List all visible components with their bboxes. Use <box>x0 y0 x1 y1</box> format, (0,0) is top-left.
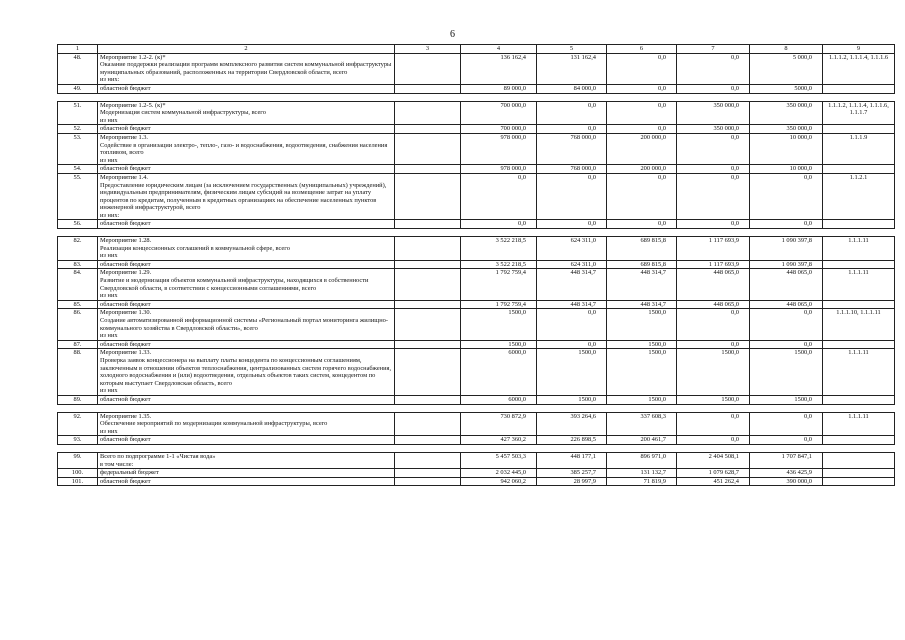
year-value: 0,0 <box>750 173 823 220</box>
description: областной бюджет <box>98 340 395 349</box>
year-value: 448 065,0 <box>750 269 823 300</box>
table-row <box>58 477 895 486</box>
column-3-cell <box>395 300 461 309</box>
total-value: 3 522 218,5 <box>461 260 537 269</box>
column-3-cell <box>395 309 461 340</box>
target-indicator <box>823 477 895 486</box>
year-value: 350 000,0 <box>677 101 750 125</box>
year-value: 1 117 693,9 <box>677 237 750 261</box>
total-value: 1500,0 <box>461 309 537 340</box>
gap-cell <box>677 93 750 101</box>
target-indicator: 1.1.1.9 <box>823 133 895 164</box>
column-header: 7 <box>677 45 750 54</box>
target-indicator: 1.1.1.11 <box>823 269 895 300</box>
target-indicator: 1.1.1.10, 1.1.1.11 <box>823 309 895 340</box>
year-value: 0,0 <box>677 436 750 445</box>
column-3-cell <box>395 220 461 229</box>
column-3-cell <box>395 469 461 478</box>
table-gap-row <box>58 93 895 101</box>
year-value: 0,0 <box>677 412 750 436</box>
total-value: 427 360,2 <box>461 436 537 445</box>
year-value: 1500,0 <box>607 309 677 340</box>
gap-cell <box>461 93 537 101</box>
year-value: 448 065,0 <box>750 300 823 309</box>
year-value: 200 000,0 <box>607 165 677 174</box>
table-row <box>58 395 895 404</box>
table-row <box>58 260 895 269</box>
year-value: 0,0 <box>750 436 823 445</box>
year-value: 200 000,0 <box>607 133 677 164</box>
total-value: 0,0 <box>461 173 537 220</box>
gap-cell <box>98 93 395 101</box>
table-gap-row <box>58 444 895 452</box>
year-value: 768 000,0 <box>537 133 607 164</box>
gap-cell <box>823 444 895 452</box>
year-value: 200 461,7 <box>607 436 677 445</box>
description: областной бюджет <box>98 260 395 269</box>
gap-cell <box>607 444 677 452</box>
target-indicator: 1.1.1.2, 1.1.1.4, 1.1.1.6, 1.1.1.7 <box>823 101 895 125</box>
year-value: 0,0 <box>750 340 823 349</box>
table-row <box>58 101 895 125</box>
year-value: 448 314,7 <box>607 269 677 300</box>
target-indicator <box>823 220 895 229</box>
table-gap-row <box>58 229 895 237</box>
gap-cell <box>823 229 895 237</box>
year-value: 0,0 <box>677 309 750 340</box>
table-row <box>58 133 895 164</box>
table-header-row <box>58 45 895 54</box>
year-value: 451 262,4 <box>677 477 750 486</box>
year-value: 0,0 <box>607 125 677 134</box>
total-value: 942 060,2 <box>461 477 537 486</box>
total-value: 700 000,0 <box>461 101 537 125</box>
total-value: 5 457 503,3 <box>461 452 537 468</box>
year-value: 84 000,0 <box>537 84 607 93</box>
total-value: 730 872,9 <box>461 412 537 436</box>
total-value: 700 000,0 <box>461 125 537 134</box>
column-header: 5 <box>537 45 607 54</box>
page-number: 6 <box>450 29 455 40</box>
gap-cell <box>677 404 750 412</box>
column-3-cell <box>395 53 461 84</box>
column-3-cell <box>395 173 461 220</box>
target-indicator: 1.1.2.1 <box>823 173 895 220</box>
year-value: 0,0 <box>537 220 607 229</box>
year-value: 448 065,0 <box>677 300 750 309</box>
row-number: 101. <box>58 477 98 486</box>
year-value: 0,0 <box>537 173 607 220</box>
row-number: 93. <box>58 436 98 445</box>
total-value: 1 792 759,4 <box>461 269 537 300</box>
gap-cell <box>395 93 461 101</box>
gap-cell <box>461 404 537 412</box>
column-header: 4 <box>461 45 537 54</box>
target-indicator: 1.1.1.11 <box>823 349 895 396</box>
column-3-cell <box>395 452 461 468</box>
year-value: 131 132,7 <box>607 469 677 478</box>
target-indicator <box>823 300 895 309</box>
target-indicator <box>823 452 895 468</box>
gap-cell <box>677 229 750 237</box>
total-value: 978 000,0 <box>461 165 537 174</box>
table-row <box>58 349 895 396</box>
year-value: 0,0 <box>677 165 750 174</box>
gap-cell <box>58 404 98 412</box>
gap-cell <box>823 93 895 101</box>
column-3-cell <box>395 165 461 174</box>
year-value: 5000,0 <box>750 84 823 93</box>
column-3-cell <box>395 260 461 269</box>
year-value: 0,0 <box>750 309 823 340</box>
year-value: 1 090 397,8 <box>750 260 823 269</box>
year-value: 0,0 <box>677 133 750 164</box>
year-value: 28 997,9 <box>537 477 607 486</box>
gap-cell <box>395 444 461 452</box>
year-value: 0,0 <box>607 220 677 229</box>
year-value: 448 177,1 <box>537 452 607 468</box>
gap-cell <box>677 444 750 452</box>
gap-cell <box>395 229 461 237</box>
year-value: 2 404 508,1 <box>677 452 750 468</box>
row-number: 53. <box>58 133 98 164</box>
year-value: 436 425,9 <box>750 469 823 478</box>
year-value: 0,0 <box>750 412 823 436</box>
year-value: 0,0 <box>537 101 607 125</box>
target-indicator <box>823 469 895 478</box>
target-indicator <box>823 395 895 404</box>
year-value: 1500,0 <box>677 395 750 404</box>
gap-cell <box>823 404 895 412</box>
column-header: 9 <box>823 45 895 54</box>
year-value: 1 707 847,1 <box>750 452 823 468</box>
gap-cell <box>750 444 823 452</box>
row-number: 87. <box>58 340 98 349</box>
description: областной бюджет <box>98 300 395 309</box>
year-value: 1500,0 <box>677 349 750 396</box>
column-3-cell <box>395 436 461 445</box>
gap-cell <box>98 404 395 412</box>
table-row <box>58 220 895 229</box>
gap-cell <box>461 229 537 237</box>
year-value: 350 000,0 <box>750 125 823 134</box>
gap-cell <box>58 93 98 101</box>
gap-cell <box>537 444 607 452</box>
year-value: 131 162,4 <box>537 53 607 84</box>
gap-cell <box>607 404 677 412</box>
total-value: 6000,0 <box>461 395 537 404</box>
column-3-cell <box>395 133 461 164</box>
column-3-cell <box>395 412 461 436</box>
row-number: 86. <box>58 309 98 340</box>
gap-cell <box>395 404 461 412</box>
target-indicator: 1.1.1.11 <box>823 412 895 436</box>
target-indicator <box>823 165 895 174</box>
year-value: 768 000,0 <box>537 165 607 174</box>
row-number: 52. <box>58 125 98 134</box>
table-row <box>58 436 895 445</box>
year-value: 0,0 <box>537 309 607 340</box>
column-header: 6 <box>607 45 677 54</box>
gap-cell <box>98 444 395 452</box>
column-3-cell <box>395 101 461 125</box>
column-header: 2 <box>98 45 395 54</box>
column-3-cell <box>395 84 461 93</box>
total-value: 136 162,4 <box>461 53 537 84</box>
year-value: 10 000,0 <box>750 165 823 174</box>
row-number: 49. <box>58 84 98 93</box>
year-value: 1500,0 <box>750 395 823 404</box>
year-value: 350 000,0 <box>677 125 750 134</box>
total-value: 978 000,0 <box>461 133 537 164</box>
year-value: 0,0 <box>677 340 750 349</box>
description: областной бюджет <box>98 395 395 404</box>
gap-cell <box>750 229 823 237</box>
total-value: 1500,0 <box>461 340 537 349</box>
year-value: 0,0 <box>537 340 607 349</box>
row-number: 100. <box>58 469 98 478</box>
row-number: 82. <box>58 237 98 261</box>
year-value: 1500,0 <box>537 395 607 404</box>
table-row <box>58 125 895 134</box>
table-row <box>58 412 895 436</box>
year-value: 1500,0 <box>607 349 677 396</box>
year-value: 624 311,0 <box>537 260 607 269</box>
table-row <box>58 53 895 84</box>
table-row <box>58 340 895 349</box>
column-3-cell <box>395 349 461 396</box>
row-number: 84. <box>58 269 98 300</box>
column-header: 8 <box>750 45 823 54</box>
year-value: 71 819,9 <box>607 477 677 486</box>
year-value: 0,0 <box>750 220 823 229</box>
description: областной бюджет <box>98 220 395 229</box>
table-row <box>58 237 895 261</box>
target-indicator <box>823 436 895 445</box>
row-number: 55. <box>58 173 98 220</box>
gap-cell <box>750 93 823 101</box>
gap-cell <box>537 93 607 101</box>
year-value: 385 257,7 <box>537 469 607 478</box>
year-value: 1500,0 <box>537 349 607 396</box>
total-value: 2 032 445,0 <box>461 469 537 478</box>
column-header: 1 <box>58 45 98 54</box>
year-value: 226 898,5 <box>537 436 607 445</box>
table-row <box>58 269 895 300</box>
year-value: 1500,0 <box>607 395 677 404</box>
year-value: 689 815,8 <box>607 260 677 269</box>
description: Мероприятие 1.33. Проверка заявок концессионера на выплату платы концедента по концессионным соглашениям, заключенным в отношении объектов теплоснабжения, централизованных систем горячего водоснабжения, холодного водоснабжения и (или) водоотведения, отдельных объектов таких систем, концедентом по которым выступает Свердловская область, всего из них <box>98 349 395 396</box>
description: областной бюджет <box>98 477 395 486</box>
table-gap-row <box>58 404 895 412</box>
target-indicator: 1.1.1.11 <box>823 237 895 261</box>
year-value: 0,0 <box>607 84 677 93</box>
description: Мероприятие 1.29. Развитие и модернизация объектов коммунальной инфраструктуры, находящихся в собственности Свердловской области, в соответствии с концессионными соглашениями, всего из них <box>98 269 395 300</box>
table-row <box>58 173 895 220</box>
row-number: 54. <box>58 165 98 174</box>
row-number: 56. <box>58 220 98 229</box>
table-row <box>58 300 895 309</box>
year-value: 896 971,0 <box>607 452 677 468</box>
year-value: 0,0 <box>607 173 677 220</box>
description: областной бюджет <box>98 436 395 445</box>
gap-cell <box>750 404 823 412</box>
column-header: 3 <box>395 45 461 54</box>
description: Мероприятие 1.2-5. (к)* Модернизация систем коммунальной инфраструктуры, всего из них <box>98 101 395 125</box>
year-value: 0,0 <box>537 125 607 134</box>
year-value: 448 314,7 <box>537 269 607 300</box>
column-3-cell <box>395 477 461 486</box>
year-value: 350 000,0 <box>750 101 823 125</box>
year-value: 1 090 397,8 <box>750 237 823 261</box>
column-3-cell <box>395 395 461 404</box>
year-value: 393 264,6 <box>537 412 607 436</box>
row-number: 48. <box>58 53 98 84</box>
budget-table <box>57 44 895 486</box>
year-value: 0,0 <box>677 220 750 229</box>
gap-cell <box>607 229 677 237</box>
target-indicator: 1.1.1.2, 1.1.1.4, 1.1.1.6 <box>823 53 895 84</box>
row-number: 85. <box>58 300 98 309</box>
year-value: 689 815,8 <box>607 237 677 261</box>
column-3-cell <box>395 269 461 300</box>
total-value: 3 522 218,5 <box>461 237 537 261</box>
description: Мероприятие 1.28. Реализация концессионных соглашений в коммунальной сфере, всего из них <box>98 237 395 261</box>
description: областной бюджет <box>98 84 395 93</box>
gap-cell <box>98 229 395 237</box>
gap-cell <box>461 444 537 452</box>
description: Всего по подпрограмме 1-1 «Чистая вода» в том числе: <box>98 452 395 468</box>
description: областной бюджет <box>98 165 395 174</box>
description: Мероприятие 1.3. Содействие в организации электро-, тепло-, газо- и водоснабжения, водоотведения, снабжения населения топливом, всего из них <box>98 133 395 164</box>
year-value: 0,0 <box>607 101 677 125</box>
year-value: 5 000,0 <box>750 53 823 84</box>
gap-cell <box>58 229 98 237</box>
description: Мероприятие 1.35. Обеспечение мероприятий по модернизации коммунальной инфраструктуры, всего из них <box>98 412 395 436</box>
total-value: 1 792 759,4 <box>461 300 537 309</box>
year-value: 0,0 <box>677 84 750 93</box>
year-value: 0,0 <box>607 53 677 84</box>
row-number: 83. <box>58 260 98 269</box>
column-3-cell <box>395 340 461 349</box>
description: Мероприятие 1.2-2. (к)* Оказание поддержки реализации программ комплексного развития систем коммунальной инфраструктуры муниципальных образований, расположенных на территории Свердловской области, всего из них: <box>98 53 395 84</box>
year-value: 0,0 <box>677 173 750 220</box>
year-value: 448 314,7 <box>607 300 677 309</box>
table-row <box>58 84 895 93</box>
table-row <box>58 165 895 174</box>
year-value: 448 065,0 <box>677 269 750 300</box>
year-value: 448 314,7 <box>537 300 607 309</box>
column-3-cell <box>395 125 461 134</box>
gap-cell <box>537 229 607 237</box>
gap-cell <box>537 404 607 412</box>
table-row <box>58 469 895 478</box>
year-value: 1 117 693,9 <box>677 260 750 269</box>
row-number: 88. <box>58 349 98 396</box>
total-value: 0,0 <box>461 220 537 229</box>
description: Мероприятие 1.4. Предоставление юридическим лицам (за исключением государственных (муниципальных) учреждений), индивидуальным предпринимателям, физическим лицам субсидий на возмещение затрат на уплату процентов по кредитам, полученным в кредитных организациях на обеспечение населенных пунктов инженерной инфраструктурой, всего из них: <box>98 173 395 220</box>
target-indicator <box>823 260 895 269</box>
total-value: 89 000,0 <box>461 84 537 93</box>
target-indicator <box>823 125 895 134</box>
year-value: 390 000,0 <box>750 477 823 486</box>
year-value: 624 311,0 <box>537 237 607 261</box>
gap-cell <box>58 444 98 452</box>
year-value: 1500,0 <box>750 349 823 396</box>
year-value: 337 608,3 <box>607 412 677 436</box>
target-indicator <box>823 84 895 93</box>
year-value: 1 079 628,7 <box>677 469 750 478</box>
column-3-cell <box>395 237 461 261</box>
description: областной бюджет <box>98 125 395 134</box>
row-number: 99. <box>58 452 98 468</box>
row-number: 92. <box>58 412 98 436</box>
target-indicator <box>823 340 895 349</box>
gap-cell <box>607 93 677 101</box>
description: Мероприятие 1.30. Создание автоматизированной информационной системы «Региональный портал мониторинга жилищно-коммунального хозяйства в Свердловской области», всего из них <box>98 309 395 340</box>
table-row <box>58 452 895 468</box>
year-value: 10 000,0 <box>750 133 823 164</box>
description: федеральный бюджет <box>98 469 395 478</box>
year-value: 1500,0 <box>607 340 677 349</box>
year-value: 0,0 <box>677 53 750 84</box>
table-row <box>58 309 895 340</box>
total-value: 6000,0 <box>461 349 537 396</box>
row-number: 51. <box>58 101 98 125</box>
row-number: 89. <box>58 395 98 404</box>
